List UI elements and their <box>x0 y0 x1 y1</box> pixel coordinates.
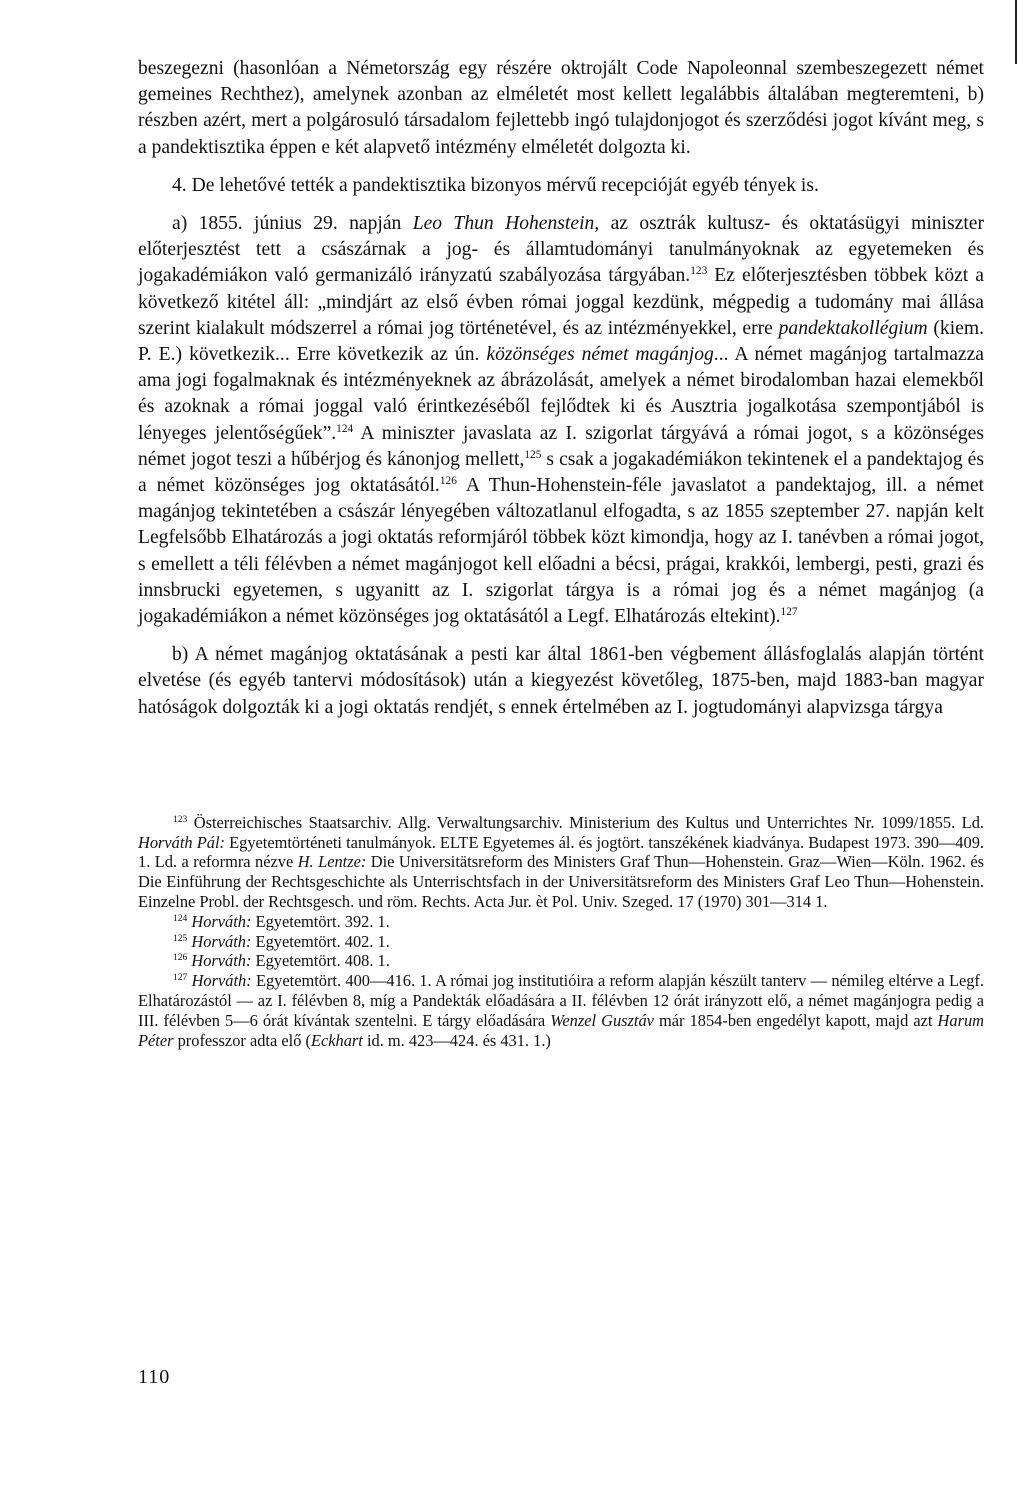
italic-text: Horváth: <box>191 931 252 951</box>
text-run: 4. De lehetővé tették a pandektisztika bizonyos mérvű recepcióját egyéb tények is. <box>172 174 819 196</box>
text-run: az osztrák kultusz- és oktatásügyi miniszter előterjesztést tett a császárnak a jog- és államtudományi tanulmányoknak az egyetemeken és jogakadémiákon való germanizáló irányzatú szabályozása tárgyában. <box>138 213 984 287</box>
book-page <box>138 56 984 1050</box>
italic-text: Eckhart <box>310 1030 363 1050</box>
footnote-124 <box>138 912 984 932</box>
text-run: professzor adta elő ( <box>173 1030 311 1050</box>
footnote-ref: 125 <box>524 448 542 461</box>
italic-text: Horváth: <box>191 911 252 931</box>
footnote-126 <box>138 951 984 971</box>
text-run: id. m. 423—424. és 431. 1.) <box>362 1030 551 1050</box>
text-run: A Thun-Hohenstein-féle javaslatot a pandektajog, ill. a német magánjog tekintetében a császár lényegében változatlanul elfogadta, s az 1855 szeptember 27. napján kelt Legfelsőbb Elhatározás a jogi oktatás reformjáról többek közt kimondja, hogy az I. tanévben a római jogot, s emellett a téli félévben a német magánjogot kell előadni a bécsi, prágai, krakkói, lembergi, pesti, grazi és innsbrucki egyetemen, s ugyanitt az I. szigorlat tárgya is a római jog és a német magánjog (a jogakadémiákon a német közönséges jog oktatásától a Legf. Elhatározás eltekint). <box>138 475 984 628</box>
text-run: (kiem. P. E.) következik... Erre következik az ún. <box>138 317 985 366</box>
italic-text: Horváth: <box>191 951 252 971</box>
text-run: már 1854-ben engedélyt kapott, majd azt <box>653 1010 938 1030</box>
body-paragraph <box>138 56 984 161</box>
footnote-ref: 126 <box>173 953 188 964</box>
body-paragraph <box>138 173 984 199</box>
footnote-ref: 127 <box>173 973 188 984</box>
italic-text: Leo Thun Hohenstein, <box>412 213 600 235</box>
text-run: ... A német magánjog tartalmazza ama jogi fogalmaknak és intézményeknek az ábrázolását, amelyek a német birodalomban hazai elemekből és azoknak a római joggal való érintkezéséből fejlődtek ki és Ausztria jogalkotása szempontjából is lényeges jelentőségűek”. <box>138 344 984 444</box>
text-run: Egyetemtört. 402. 1. <box>251 931 390 951</box>
footnote-ref: 126 <box>439 475 457 487</box>
italic-text: Horváth: <box>191 971 252 991</box>
footnotes <box>138 813 984 1051</box>
footnote-ref: 125 <box>173 933 188 944</box>
body-paragraph <box>138 211 984 630</box>
text-run: Egyetemtörténeti tanulmányok. ELTE Egyetemes ál. és jogtört. tanszékének kiadványa. Budapest 1973. 390—409. 1. Ld. a reformra nézve <box>138 832 984 872</box>
text-run: Egyetemtört. 392. 1. <box>251 911 390 931</box>
text-run: Egyetemtört. 408. 1. <box>251 951 390 971</box>
italic-text: közönséges német magánjog <box>486 344 714 366</box>
text-run: s csak a jogakadémiákon tekintenek el a pandektajog és a német közönséges jog oktatásától. <box>138 448 984 497</box>
italic-text: pandektakollégium <box>778 317 928 339</box>
text-run: A miniszter javaslata az I. szigorlat tárgyává a római jogot, s a közönséges német jogot teszi a hűbérjog és kánonjog mellett, <box>138 422 984 470</box>
footnote-125 <box>138 932 984 952</box>
page-number: 110 <box>138 1366 171 1388</box>
page-edge-rule <box>1015 0 1017 64</box>
footnote-ref: 123 <box>173 814 188 825</box>
text-run: a) 1855. június 29. napján <box>172 213 413 235</box>
body-paragraph <box>138 642 984 721</box>
footnote-ref: 123 <box>690 265 708 278</box>
footnote-ref: 124 <box>173 913 188 924</box>
italic-text: Harum Péter <box>138 1010 984 1050</box>
footnote-123 <box>138 813 984 912</box>
text-run: Egyetemtört. 400—416. 1. A római jog institutióira a reform alapján készült tanterv — némileg eltérve a Legf. Elhatározástól — az I. félévben 8, míg a Pandekták előadására a II. félévben 12 órát irányzott elő, a német magánjogra pedig a III. félévben 5—6 órát kívántak szentelni. E tárgy előadására <box>138 971 984 1030</box>
italic-text: Horváth Pál: <box>138 832 225 852</box>
text-run: Die Universitätsreform des Ministers Graf Thun—Hohenstein. Graz—Wien—Köln. 1962. és Die Einführung der Rechtsgeschichte als Unterrischtsfach in der Universitätsreform des Ministers Graf Leo Thun—Hohenstein. Einzelne Probl. der Rechtsgesch. und röm. Rechts. Acta Jur. èt Pol. Univ. Szeged. 17 (1970) 301—314 1. <box>138 852 984 912</box>
italic-text: H. Lentze: <box>297 852 367 872</box>
text-run: Ez előterjesztésben többek közt a következő kitétel áll: „mindjárt az első évben római joggal kezdünk, mégpedig a tudomány mai állása szerint kialakult módszerrel a római jog történetével, és az intézményekkel, erre <box>138 265 984 339</box>
text-run: b) A német magánjog oktatásának a pesti kar által 1861-ben végbement állásfoglalás alapján történt elvetése (és egyéb tantervi módosítások) után a kiegyezést követőleg, 1875-ben, majd 1883-ban magyar hatóságok dolgozták ki a jogi oktatás rendjét, s ennek értelmében az I. jogtudományi alapvizsga tárgya <box>138 644 984 718</box>
footnote-127 <box>138 971 984 1050</box>
text-run: Österreichisches Staatsarchiv. Allg. Verwaltungsarchiv. Ministerium des Kultus und Unterrichtes Nr. 1099/1855. Ld. <box>187 812 984 832</box>
text-run: beszegezni (hasonlóan a Németország egy részére oktrojált Code Napoleonnal szembeszegezett német gemeines Rechthez), amelynek azonban az elméletét most kellett legalábbis általában megteremteni, b) részben azért, mert a polgárosuló társadalom fejlettebb ingó tulajdonjogot és szerződési jogot kívánt meg, s a pandektisztika éppen e két alapvető intézmény elméletét dolgozta ki. <box>138 58 984 158</box>
footnote-ref: 127 <box>780 606 798 619</box>
footnote-ref: 124 <box>336 422 354 435</box>
body-text <box>138 56 984 721</box>
italic-text: Wenzel Gusztáv <box>550 1010 654 1030</box>
